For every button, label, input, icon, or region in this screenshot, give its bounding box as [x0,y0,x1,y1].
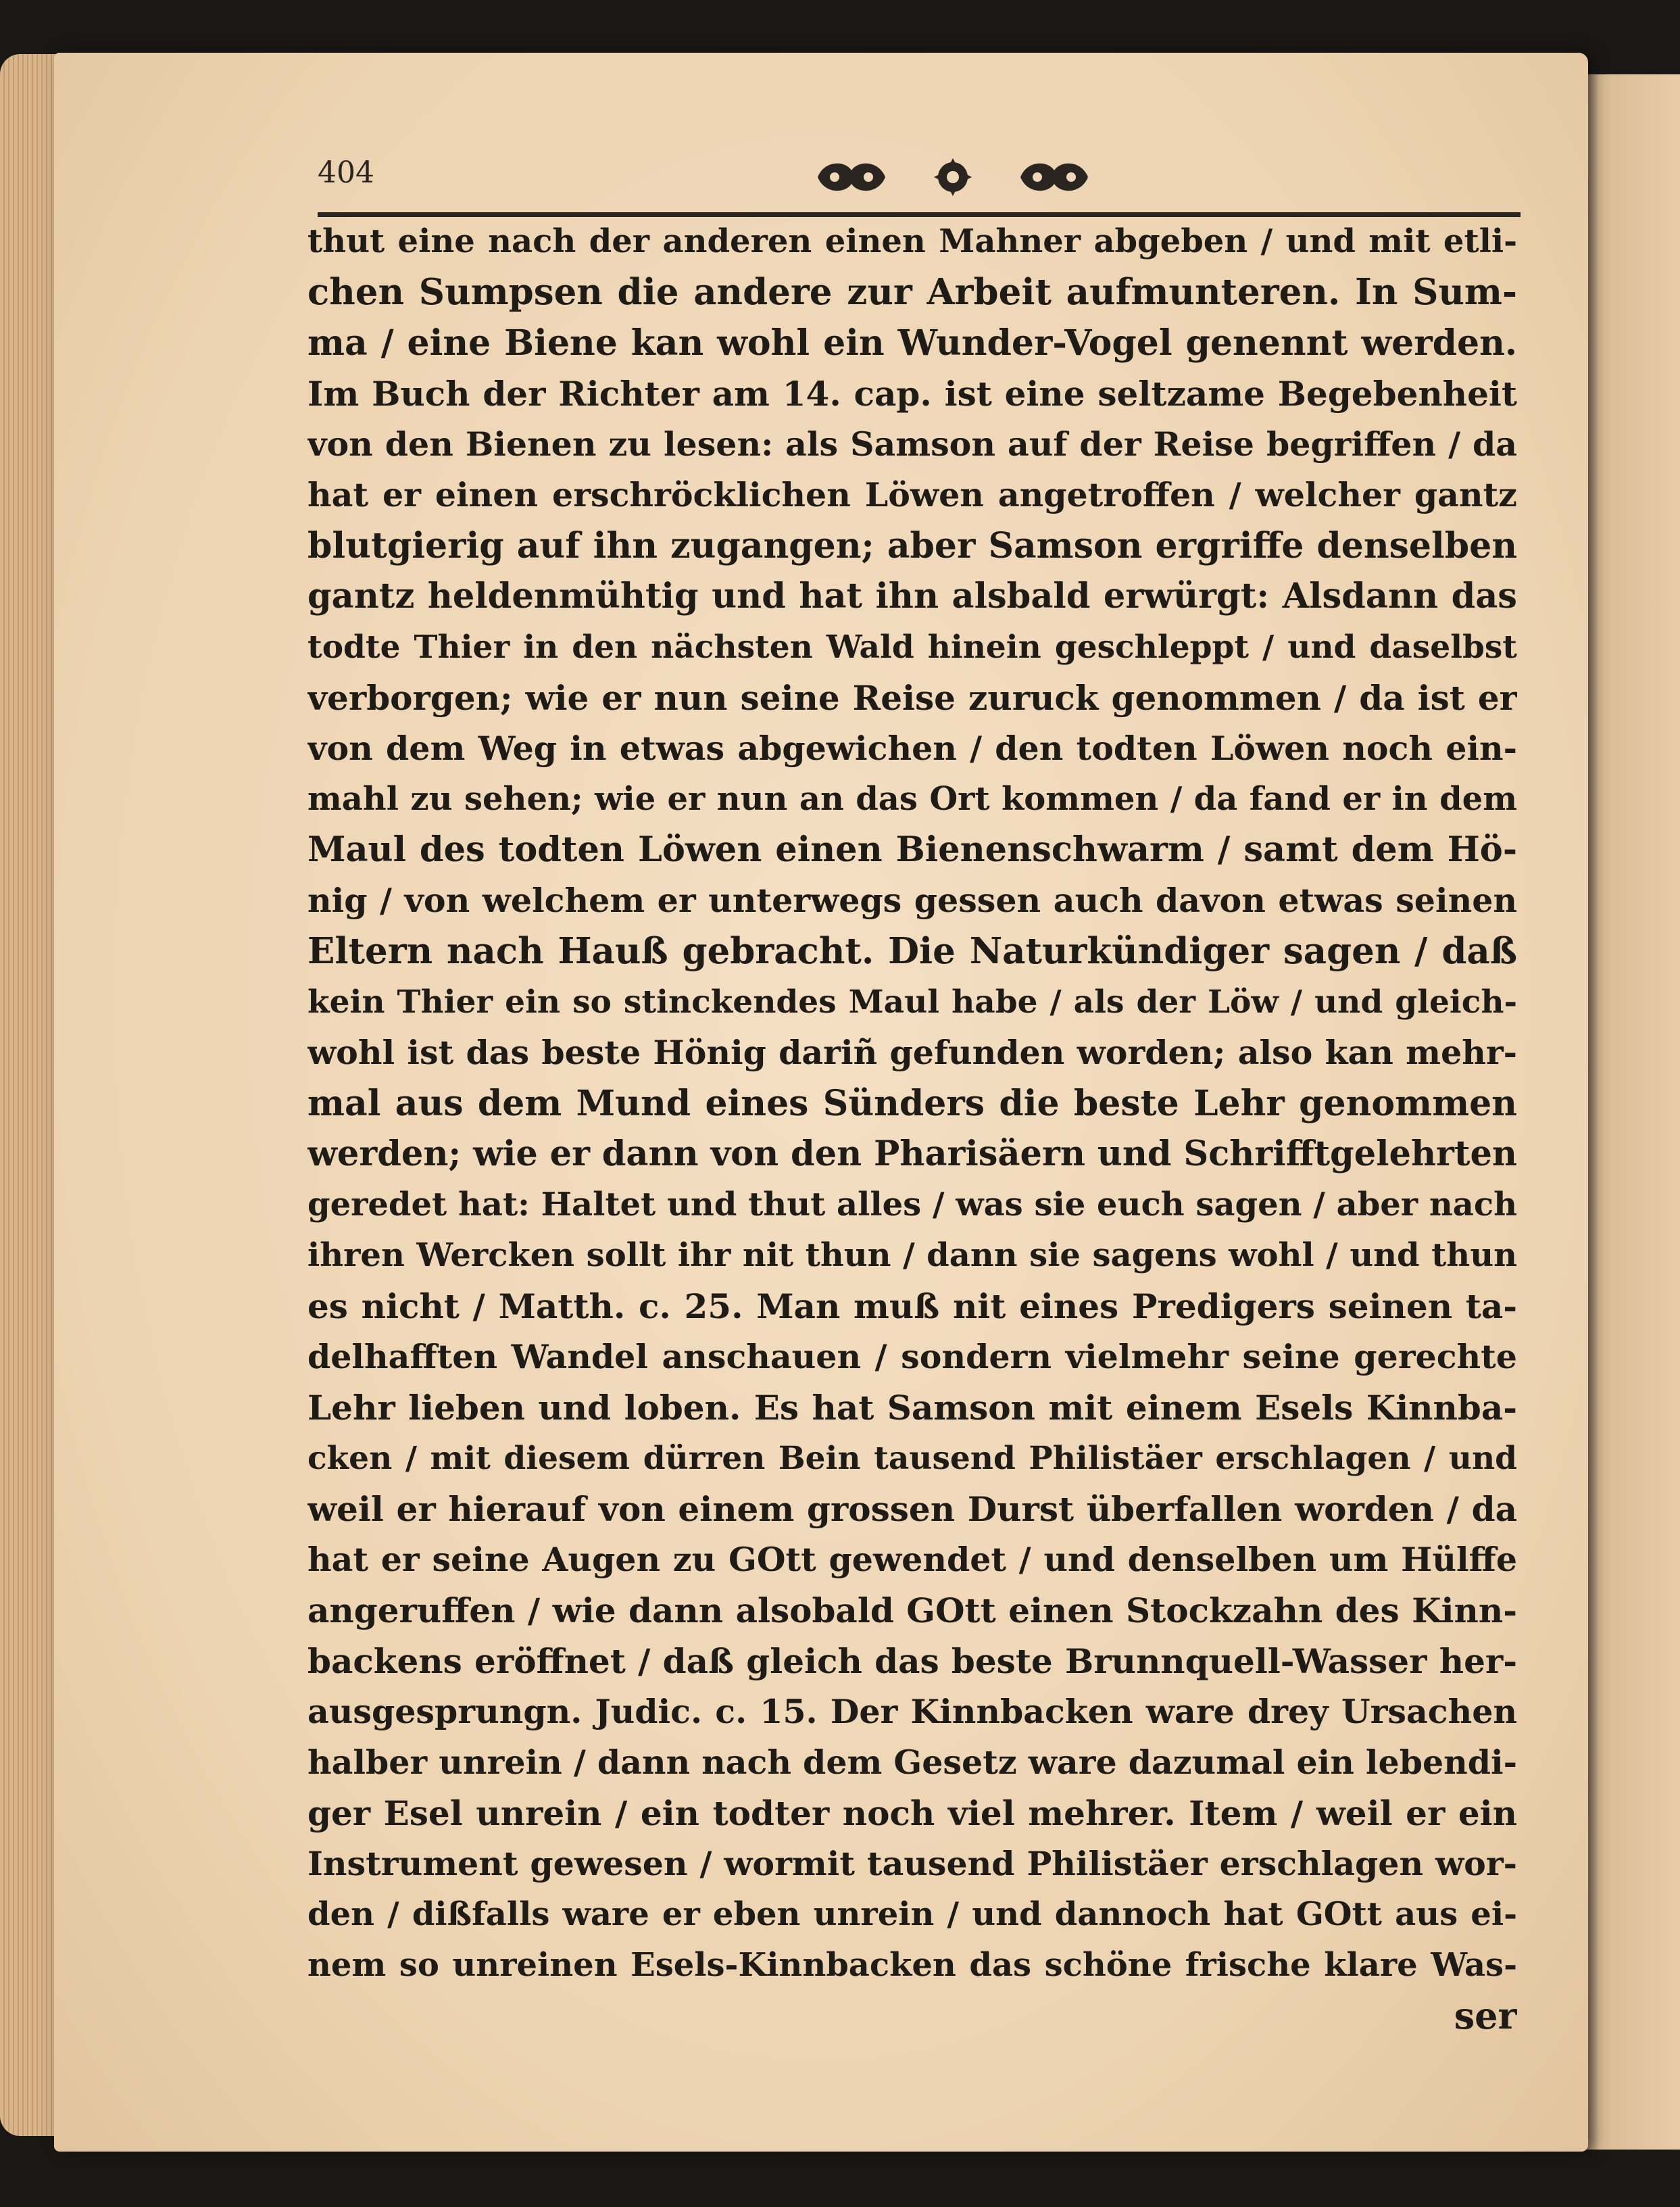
text-line: mahl zu sehen; wie er nun an das Ort kommen / da fand er in dem [307,780,1517,818]
text-line: ger Esel unrein / ein todter noch viel mehrer. Item / weil er ein [307,1793,1517,1833]
text-line: von dem Weg in etwas abgewichen / den todten Löwen noch ein- [307,729,1517,768]
body-text [307,216,1517,2041]
right-page-edge [1579,74,1680,2150]
text-line: Im Buch der Richter am 14. cap. ist eine seltzame Begebenheit [307,374,1517,414]
text-line: todte Thier in den nächsten Wald hinein geschleppt / und daselbst [307,629,1517,666]
text-line: hat er seine Augen zu GOtt gewendet / und denselben um Hülffe [307,1540,1517,1579]
text-line: nig / von welchem er unterwegs gessen auch davon etwas seinen [307,881,1517,920]
text-line: ausgesprungn. Judic. c. 15. Der Kinnbacken ware drey Ursachen [307,1692,1517,1731]
text-line: Lehr lieben und loben. Es hat Samson mit einem Esels Kinnba- [307,1388,1517,1428]
text-line: nem so unreinen Esels-Kinnbacken das schöne frische klare Was- [307,1946,1517,1984]
text-line: ihren Wercken sollt ihr nit thun / dann sie sagens wohl / und thun [307,1236,1517,1274]
text-line: geredet hat: Haltet und thut alles / was sie euch sagen / aber nach [307,1186,1517,1223]
text-line: weil er hierauf von einem grossen Durst überfallen worden / da [307,1489,1517,1529]
text-line: Instrument gewesen / wormit tausend Philistäer erschlagen wor- [307,1844,1517,1883]
text-line: verborgen; wie er nun seine Reise zuruck genommen / da ist er [307,678,1517,718]
text-line: angeruffen / wie dann alsobald GOtt einen Stockzahn des Kinn- [307,1591,1517,1630]
page-header [318,155,1521,210]
text-line: hat er einen erschröcklichen Löwen angetroffen / welcher gantz [307,475,1517,514]
text-line: backens eröffnet / daß gleich das beste Brunnquell-Wasser her- [307,1641,1517,1681]
text-line: werden; wie er dann von den Pharisäern und Schrifftgelehrten [307,1134,1517,1174]
text-line: mal aus dem Mund eines Sünders die beste Lehr genommen [307,1083,1517,1124]
text-line: den / dißfalls ware er eben unrein / und dannoch hat GOtt aus ei- [307,1895,1517,1933]
text-line: es nicht / Matth. c. 25. Man muß nit eines Predigers seinen ta- [307,1286,1517,1326]
text-line: chen Sumpsen die andere zur Arbeit aufmunteren. In Sum- [307,271,1517,313]
text-line: wohl ist das beste Hönig dariñ gefunden worden; also kan mehr- [307,1033,1517,1072]
text-line: ma / eine Biene kan wohl ein Wunder-Vogel genennt werden. [307,322,1517,364]
text-line: cken / mit diesem dürren Bein tausend Philistäer erschlagen / und [307,1440,1517,1477]
text-line: von den Bienen zu lesen: als Samson auf der Reise begriffen / da [307,425,1517,464]
text-line: gantz heldenmühtig und hat ihn alsbald erwürgt: Alsdann das [307,576,1517,616]
text-line: kein Thier ein so stinckendes Maul habe / als der Löw / und gleich- [307,984,1517,1021]
header-ornament-icon [811,157,1095,197]
text-line: halber unrein / dann nach dem Gesetz ware dazumal ein lebendi- [307,1743,1517,1782]
catchword: ser [1454,1994,1517,2037]
text-line: delhafften Wandel anschauen / sondern vielmehr seine gerechte [307,1337,1517,1376]
text-line: blutgierig auf ihn zugangen; aber Samson ergriffe denselben [307,525,1517,566]
text-line: thut eine nach der anderen einen Mahner abgeben / und mit etli- [307,222,1517,260]
page-number: 404 [318,155,374,190]
text-line: Eltern nach Hauß gebracht. Die Naturkündiger sagen / daß [307,930,1517,972]
text-line: Maul des todten Löwen einen Bienenschwarm / samt dem Hö- [307,829,1517,870]
